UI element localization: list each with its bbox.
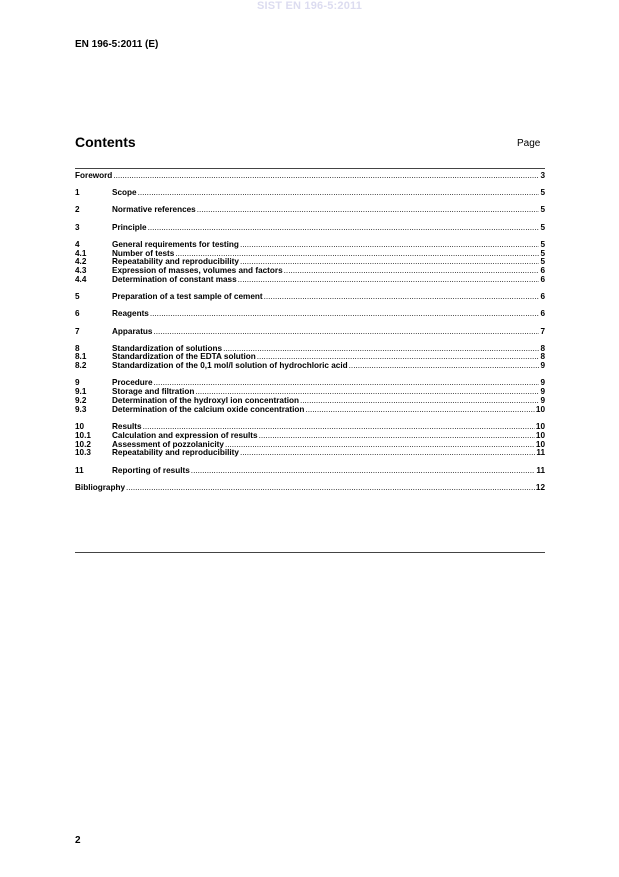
toc-entry-title: Storage and filtration <box>112 387 195 397</box>
toc-entry-number: 4.2 <box>75 257 87 267</box>
toc-entry[interactable] <box>75 484 545 493</box>
toc-entry-page: 6 <box>540 274 545 284</box>
top-rule <box>75 168 545 169</box>
toc-dot-leader <box>197 206 540 215</box>
toc-entry-number: 11 <box>75 465 84 475</box>
toc-entry-title: Calculation and expression of results <box>112 430 258 440</box>
toc-entry[interactable] <box>75 206 545 215</box>
toc-entry-number: 9 <box>75 378 80 388</box>
toc-dot-leader <box>113 172 539 181</box>
toc-dot-leader <box>191 467 536 476</box>
toc-dot-leader <box>240 241 539 250</box>
toc-entry-page: 11 <box>536 448 545 458</box>
toc-entry-number: 4.3 <box>75 266 87 276</box>
toc-entry-page: 5 <box>540 248 545 258</box>
toc-entry-title: Scope <box>112 188 137 198</box>
toc-entry-page: 5 <box>540 205 545 215</box>
toc-entry-title: Bibliography <box>75 482 126 492</box>
toc-entry-number: 8.2 <box>75 361 87 371</box>
toc-entry-title: Results <box>112 422 142 432</box>
toc-dot-leader <box>240 258 540 267</box>
toc-entry-title: Repeatability and reproducibility <box>112 448 239 458</box>
toc-dot-leader <box>240 449 535 458</box>
toc-dot-leader <box>259 432 535 441</box>
toc-entry-number: 10.2 <box>75 439 91 449</box>
toc-entry-number: 4 <box>75 239 80 249</box>
toc-entry-number: 6 <box>75 309 80 319</box>
toc-entry[interactable] <box>75 310 545 319</box>
toc-entry-number: 10 <box>75 422 85 432</box>
bottom-rule <box>75 552 545 553</box>
toc-entry-number: 9.1 <box>75 387 87 397</box>
toc-entry-page: 6 <box>540 266 545 276</box>
toc-entry-page: 5 <box>540 222 545 232</box>
toc-entry-page: 11 <box>536 465 545 475</box>
toc-entry-title: Standardization of solutions <box>112 343 223 353</box>
toc-dot-leader <box>264 293 540 302</box>
toc-entry-title: Procedure <box>112 378 153 388</box>
toc-entry-title: Principle <box>112 222 147 232</box>
toc-entry-title: Number of tests <box>112 248 175 258</box>
toc-entry-page: 12 <box>535 482 545 492</box>
toc-entry-number: 8 <box>75 343 80 353</box>
toc-entry-number: 4.1 <box>75 248 87 258</box>
toc-entry-title: General requirements for testing <box>112 239 239 249</box>
toc-entry[interactable] <box>75 449 545 458</box>
toc-entry-number: 9.3 <box>75 404 87 414</box>
toc-entry-page: 5 <box>540 257 545 267</box>
toc-entry-page: 10 <box>535 430 545 440</box>
toc-entry-page: 5 <box>540 239 545 249</box>
table-of-contents <box>75 172 545 493</box>
toc-entry-page: 6 <box>540 292 545 302</box>
toc-entry[interactable] <box>75 406 545 415</box>
toc-entry[interactable] <box>75 276 545 285</box>
toc-entry-number: 1 <box>75 188 80 198</box>
toc-dot-leader <box>223 345 539 354</box>
toc-entry-page: 10 <box>535 422 545 432</box>
page-number: 2 <box>75 835 81 846</box>
toc-entry-number: 8.1 <box>75 352 87 362</box>
document-id: EN 196-5:2011 (E) <box>75 39 159 50</box>
toc-entry-title: Normative references <box>112 205 196 215</box>
toc-entry-number: 9.2 <box>75 396 87 406</box>
toc-dot-leader <box>138 189 540 198</box>
toc-entry-page: 9 <box>540 361 545 371</box>
page-column-label: Page <box>517 138 541 149</box>
toc-dot-leader <box>349 362 540 371</box>
toc-entry[interactable] <box>75 172 545 181</box>
toc-dot-leader <box>150 310 540 319</box>
toc-entry-number: 7 <box>75 326 80 336</box>
toc-entry-page: 10 <box>535 404 545 414</box>
toc-entry-page: 8 <box>540 352 545 362</box>
toc-entry-title: Reporting of results <box>112 465 190 475</box>
toc-entry-title: Standardization of the 0,1 mol/l solution of hydrochloric acid <box>112 361 348 371</box>
toc-entry-title: Repeatability and reproducibility <box>112 257 239 267</box>
watermark-text: SIST EN 196-5:2011 <box>256 0 363 12</box>
toc-entry-title: Apparatus <box>112 326 153 336</box>
toc-entry[interactable] <box>75 328 545 337</box>
toc-entry-title: Preparation of a test sample of cement <box>112 292 263 302</box>
toc-entry-number: 2 <box>75 205 80 215</box>
toc-entry-number: 4.4 <box>75 274 87 284</box>
toc-entry-title: Expression of masses, volumes and factors <box>112 266 283 276</box>
toc-entry-title: Standardization of the EDTA solution <box>112 352 256 362</box>
toc-dot-leader <box>154 328 540 337</box>
toc-entry-number: 3 <box>75 222 80 232</box>
toc-entry-number: 10.1 <box>75 430 91 440</box>
toc-entry-page: 3 <box>540 171 545 180</box>
toc-dot-leader <box>238 276 540 285</box>
toc-entry[interactable] <box>75 467 545 476</box>
toc-entry-page: 8 <box>540 343 545 353</box>
toc-dot-leader <box>154 379 540 388</box>
toc-dot-leader <box>284 267 540 276</box>
toc-dot-leader <box>300 397 539 406</box>
toc-entry[interactable] <box>75 293 545 302</box>
toc-entry-title: Foreword <box>75 171 113 180</box>
toc-entry[interactable] <box>75 224 545 233</box>
toc-entry-title: Reagents <box>112 309 149 319</box>
toc-entry-page: 9 <box>540 387 545 397</box>
toc-entry-title: Assessment of pozzolanicity <box>112 439 224 449</box>
toc-dot-leader <box>305 406 534 415</box>
toc-entry[interactable] <box>75 362 545 371</box>
toc-dot-leader <box>126 484 535 493</box>
toc-entry-title: Determination of constant mass <box>112 274 237 284</box>
toc-entry-title: Determination of the calcium oxide concentration <box>112 404 305 414</box>
toc-entry-title: Determination of the hydroxyl ion concentration <box>112 396 299 406</box>
contents-title: Contents <box>75 134 136 150</box>
toc-entry-number: 10.3 <box>75 448 91 458</box>
toc-entry-page: 9 <box>540 378 545 388</box>
toc-entry-page: 7 <box>540 326 545 336</box>
toc-entry[interactable] <box>75 189 545 198</box>
toc-entry-page: 10 <box>535 439 545 449</box>
toc-dot-leader <box>225 441 535 450</box>
toc-entry-page: 9 <box>540 396 545 406</box>
toc-entry-page: 6 <box>540 309 545 319</box>
toc-entry-number: 5 <box>75 292 80 302</box>
toc-dot-leader <box>148 224 540 233</box>
toc-entry-page: 5 <box>540 188 545 198</box>
